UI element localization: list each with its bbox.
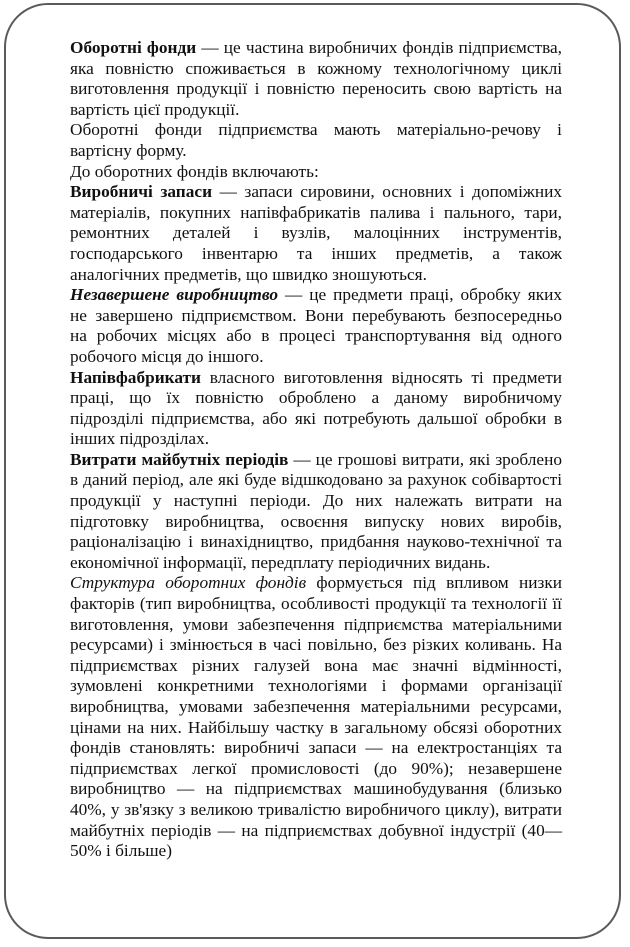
- paragraph-text: формується під впливом низки факторів (тип виробництва, особливості продукції та технології її виготовлення, умови забезпечення підприємства матеріальними ресурсами) і змінюється в часі повільно, без різких коливань. На підприємствах різних галузей вона має значні відмінності, зумовлені конкретними технологіями і формами організації виробництва, умовами забезпечення матеріальними ресурсами, цінами на них. Найбільшу частку в загальному обсязі оборотних фондів становлять: виробничі запаси — на електростанціях та підприємствах легкої промисловості (до 90%); незавершене виробництво — на підприємствах машинобудування (близько 40%, у зв'язку з великою тривалістю виробничого циклу), витрати майбутніх періодів — на підприємствах добувної індустрії (40—50% і більше): [70, 573, 562, 861]
- paragraph-forms: [70, 120, 562, 161]
- paragraph-structure: [70, 573, 562, 861]
- term-work-in-progress: Незавершене виробництво: [70, 285, 279, 305]
- paragraph-text: Оборотні фонди підприємства мають матеріально-речову і вартісну форму.: [70, 120, 562, 160]
- term-production-stocks: Виробничі запаси: [70, 182, 213, 202]
- paragraph-text: власного виготовлення відносять ті предмети праці, що їх повністю оброблено а даному виробничому підрозділі підприємства, або які потребують дальшої обробки в інших підрозділах.: [70, 367, 562, 449]
- paragraph-production-stocks: [70, 182, 562, 285]
- paragraph-text: До оборотних фондів включають:: [70, 161, 319, 181]
- paragraph-text: — запаси сировини, основних і допоміжних матеріалів, покупних напівфабрикатів палива і пального, тари, ремонтних деталей і вузлів, малоцінних інструментів, господарського інвентарю та інших предметів, а також аналогічних предметів, що швидко зношуються.: [70, 182, 562, 284]
- paragraph-work-in-progress: [70, 285, 562, 367]
- term-structure: Структура оборотних фондів: [70, 573, 307, 593]
- term-semi-finished: Напівфабрикати: [70, 367, 201, 387]
- paragraph-definition: [70, 38, 562, 120]
- paragraph-text: — це частина виробничих фондів підприємства, яка повністю споживається в кожному технологічному циклі виготовлення продукції і повністю переносить свою вартість на вартість цієї продукції.: [70, 38, 562, 119]
- text-body: [70, 38, 562, 862]
- paragraph-includes: [70, 162, 562, 183]
- term-future-expenses: Витрати майбутніх періодів: [70, 449, 289, 469]
- term-current-assets: Оборотні фонди: [70, 38, 197, 57]
- paragraph-future-expenses: [70, 450, 562, 574]
- paragraph-text: — це грошові витрати, які зроблено в даний період, але які буде відшкодовано за рахунок собівартості продукції у наступні періоди. До них належать витрати на підготовку виробництва, освоєння випуску нових виробів, раціоналізацію і винахідництво, придбання науково-технічної та економічної інформації, передплату періодичних видань.: [70, 449, 562, 572]
- paragraph-text: — це предмети праці, обробку яких не завершено підприємством. Вони перебувають безпосередньо на робочих місцях або в процесі транспортування від одного робочого місця до іншого.: [70, 285, 562, 366]
- paragraph-semi-finished: [70, 368, 562, 450]
